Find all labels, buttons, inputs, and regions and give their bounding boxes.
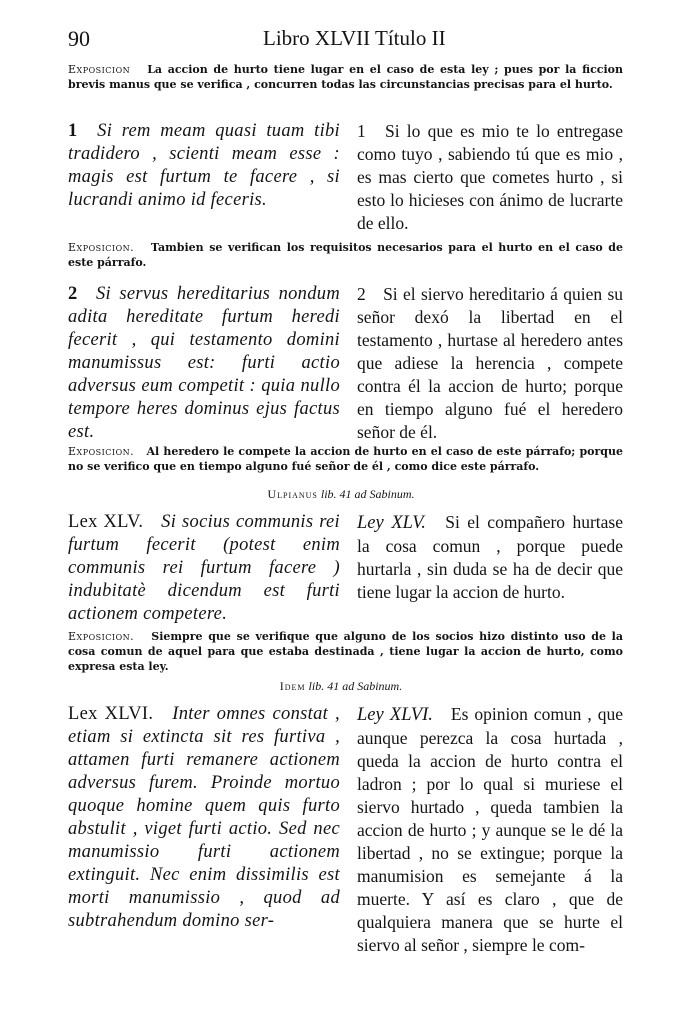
running-title: Libro XLVII Título II (263, 26, 446, 50)
exposition-label: Exposicion (68, 63, 131, 76)
exposition-note (68, 444, 623, 474)
latin-text: Si socius communis rei furtum fecerit (potest enim communis rei furtum facere ) indubitatè dicendum est furti actionem competere. (68, 512, 340, 624)
source-author: Ulpianus (267, 487, 318, 501)
exposition-text: La accion de hurto tiene lugar en el caso de esta ley ; pues por la ficcion brevis manus que se verifica , concurren todas las circunstancias precisas para el hurto. (68, 63, 623, 91)
exposition-note (68, 629, 623, 674)
spanish-law-xlv (357, 511, 623, 604)
paragraph-number: 1 (357, 121, 366, 141)
law-heading: Lex XLV. (68, 512, 144, 532)
latin-law-xlvi (68, 703, 340, 933)
source-citation (0, 487, 682, 502)
exposition-text: Tambien se verifican los requisitos necesarios para el hurto en el caso de este párrafo. (68, 241, 623, 269)
spanish-text: Es opinion comun , que aunque perezca la cosa hurtada , queda la accion de hurto contra el ladron ; por lo qual si muriese el siervo hurtado , queda tambien la accion de hurto ; y aunque se le dé la libertad , no se extingue; porque la manumision es semejante á la muerte. Y así es claro , que de qualquiera manera que se hurte el siervo al señor , siempre le com- (357, 704, 624, 955)
spanish-law-xlvi (357, 703, 623, 957)
spanish-text: Si el compañero hurtase la cosa comun , porque puede hurtarla , sin duda se ha de decir que tiene lugar la accion de hurto. (357, 512, 623, 602)
latin-text: Si servus hereditarius nondum adita hereditate furtum heredi fecerit , qui testamento domini manumissus est: furti actio adversus eum competit : quia nullo tempore heres dominus ejus factus est. (68, 284, 340, 442)
law-heading: Ley XLVI. (357, 705, 433, 725)
spanish-paragraph-2 (357, 283, 623, 444)
latin-text: Si rem meam quasi tuam tibi tradidero , scienti meam esse : magis est furtum te facere , si lucrandi animo id feceris. (68, 121, 340, 210)
law-heading: Lex XLVI. (68, 704, 154, 724)
source-citation (0, 679, 682, 694)
law-heading: Ley XLV. (357, 513, 426, 533)
exposition-label: Exposicion. (68, 630, 135, 643)
spanish-text: Si lo que es mio te lo entregase como tuyo , sabiendo tú que es mio , es mas cierto que cometes hurto , si esto lo hicieses con ánimo de lucrarte de ello. (357, 121, 624, 233)
paragraph-number: 1 (68, 121, 78, 141)
paragraph-number: 2 (357, 284, 366, 304)
page-number: 90 (68, 26, 90, 51)
exposition-label: Exposicion. (68, 445, 135, 458)
paragraph-number: 2 (68, 284, 78, 304)
page-header (68, 26, 623, 56)
latin-law-xlv (68, 511, 340, 626)
exposition-note (68, 240, 623, 270)
latin-paragraph-2 (68, 283, 340, 444)
spanish-paragraph-1 (357, 120, 623, 235)
exposition-text: Siempre que se verifique que alguno de los socios hizo distinto uso de la cosa comun de aquel para que estaba destinada , tiene lugar la accion de hurto, como expresa esta ley. (68, 630, 623, 673)
exposition-label: Exposicion. (68, 241, 135, 254)
exposition-text: Al heredero le compete la accion de hurto en el caso de este párrafo; porque no se verifico que en tiempo alguno fué señor de él , como dice este párrafo. (68, 445, 623, 473)
latin-paragraph-1 (68, 120, 340, 212)
source-author: Idem (279, 679, 306, 693)
source-reference: lib. 41 ad Sabinum. (320, 487, 415, 501)
source-reference: lib. 41 ad Sabinum. (308, 679, 403, 693)
exposition-note (68, 62, 623, 92)
spanish-text: Si el siervo hereditario á quien su señor dexó la libertad en el testamento , hurtase al heredero antes que adiese la herencia , compete contra él la accion de hurto; porque en tiempo alguno fué el heredero señor de él. (357, 284, 623, 442)
latin-text: Inter omnes constat , etiam si extincta sit res furtiva , attamen furti remanere actionem adversus furem. Proinde mortuo quoque homine quem quis furto abstulit , viget furti actio. Sed nec manumissio furti actionem extinguit. Nec enim dissimilis est morti manumissio , quod ad subtrahendum domino ser- (68, 704, 340, 931)
